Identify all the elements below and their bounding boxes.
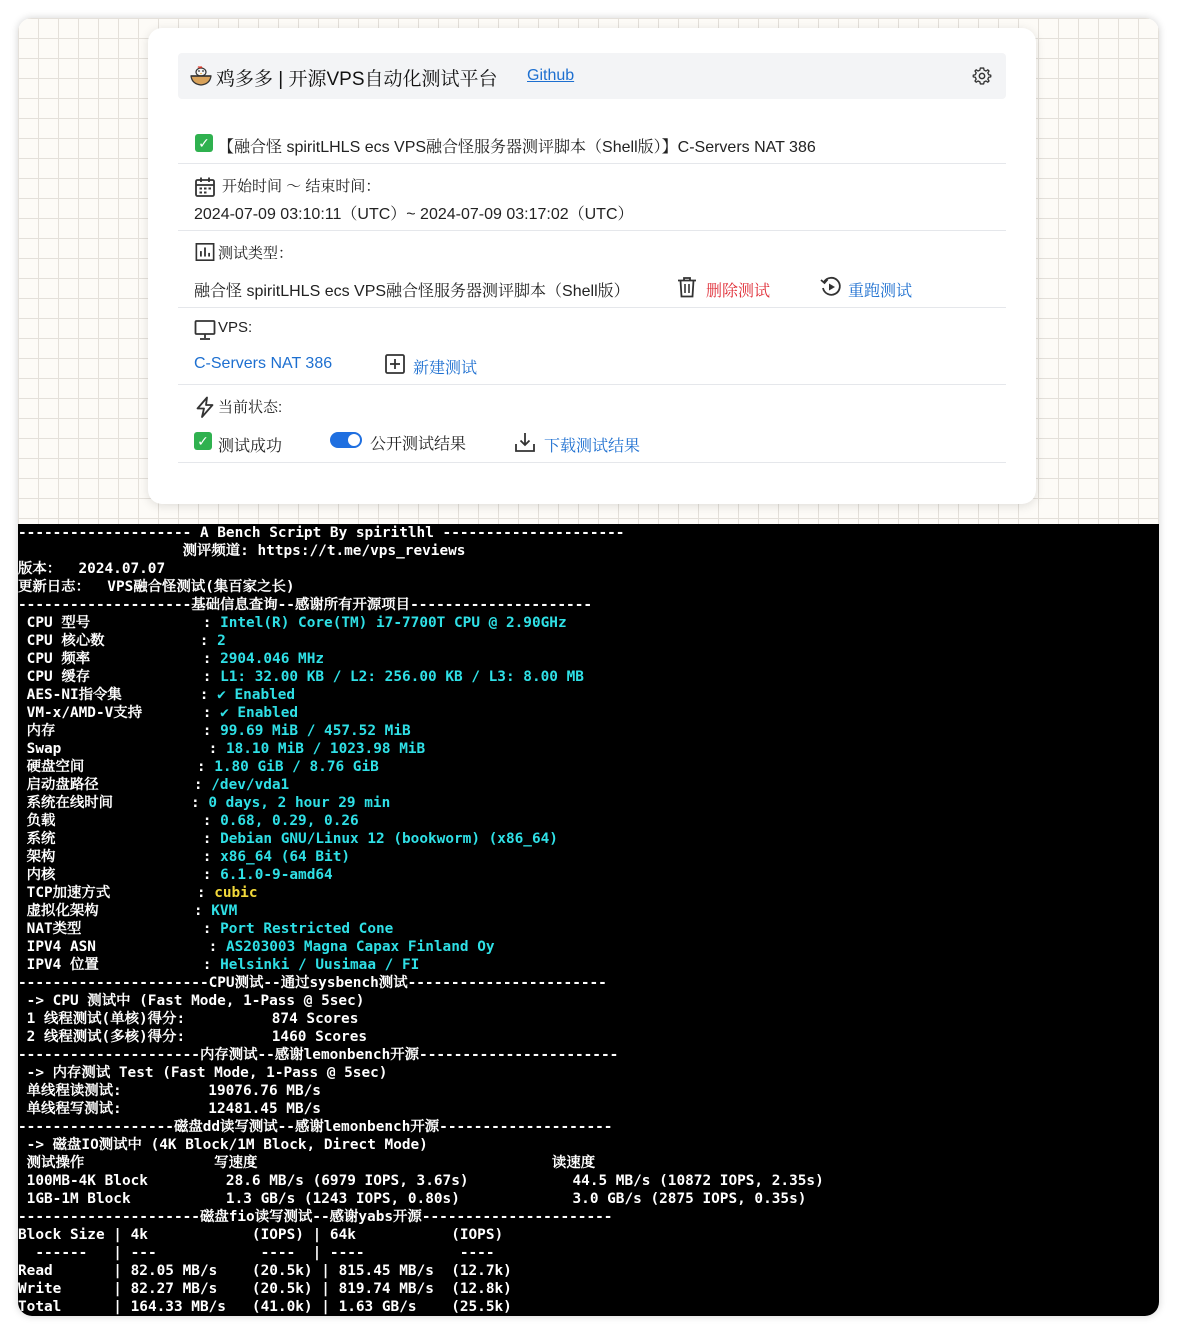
terminal-line	[18, 1046, 618, 1064]
terminal-line-value: Port Restricted Cone	[220, 921, 394, 937]
terminal-line-label: 测评频道: https://t.me/vps_reviews	[18, 543, 466, 559]
lightning-icon	[194, 395, 216, 419]
terminal-line-label: ---------------------内存测试--感谢lemonbench开源-----------------------	[18, 1047, 619, 1063]
terminal-line-value: 6.1.0-9-amd64	[220, 867, 333, 883]
terminal-line	[18, 920, 393, 938]
terminal-line-label: ---------------------磁盘fio读写测试--感谢yabs开源----------------------	[18, 1209, 613, 1225]
terminal-line-label: 版本： 2024.07.07	[18, 561, 166, 577]
terminal-line	[18, 866, 333, 884]
vps-label: VPS:	[218, 319, 253, 336]
terminal-line-value: 2904.046 MHz	[220, 651, 325, 667]
terminal-line-value: Intel(R) Core(TM) i7-7700T CPU @ 2.90GHz	[220, 615, 567, 631]
vps-row	[178, 307, 1006, 385]
terminal-line	[18, 578, 295, 596]
chicken-bowl-logo-icon	[190, 66, 212, 86]
grid-background	[18, 18, 1159, 524]
terminal-line-label: Read | 82.05 MB/s (20.5k) | 815.45 MB/s (12.7k)	[18, 1263, 512, 1279]
terminal-line	[18, 560, 165, 578]
terminal-line	[18, 1100, 321, 1118]
success-check-icon: ✓	[195, 134, 213, 152]
terminal-line-label: 单线程写测试: 12481.45 MB/s	[18, 1101, 321, 1117]
rerun-icon[interactable]	[820, 276, 842, 298]
terminal-line-label: 1GB-1M Block 1.3 GB/s (1243 IOPS, 0.80s) 3.0 GB/s (2875 IOPS, 0.35s)	[18, 1191, 807, 1207]
terminal-line	[18, 848, 350, 866]
terminal-line	[18, 776, 289, 794]
terminal-line-label: Swap :	[18, 741, 226, 757]
terminal-line-label: 1 线程测试(单核)得分: 874 Scores	[18, 1011, 359, 1027]
terminal-line	[18, 1136, 428, 1154]
terminal-line-label: -> CPU 测试中 (Fast Mode, 1-Pass @ 5sec)	[18, 993, 365, 1009]
rerun-test-button[interactable]: 重跑测试	[848, 283, 913, 300]
monitor-icon	[194, 319, 216, 341]
bar-chart-icon	[194, 242, 216, 262]
terminal-line	[18, 812, 359, 830]
terminal-line-label: ------------------磁盘dd读写测试--感谢lemonbench开源--------------------	[18, 1119, 613, 1135]
terminal-line-label: -> 磁盘IO测试中 (4K Block/1M Block, Direct Mode)	[18, 1137, 428, 1153]
terminal-line	[18, 1064, 387, 1082]
terminal-line-label: --------------------基础信息查询--感谢所有开源项目---------------------	[18, 597, 593, 613]
download-results-button[interactable]: 下载测试结果	[544, 438, 641, 455]
terminal-line	[18, 1082, 321, 1100]
terminal-line	[18, 830, 558, 848]
terminal-line	[18, 1154, 595, 1172]
terminal-line-label: TCP加速方式 :	[18, 885, 215, 901]
terminal-line-label: -------------------- A Bench Script By spiritlhl ---------------------	[18, 525, 625, 541]
terminal-line-label: AES-NI指令集 :	[18, 687, 218, 703]
status-label: 当前状态:	[218, 399, 283, 416]
terminal-line-value: ✔ Enabled	[220, 705, 299, 721]
plus-square-icon[interactable]	[384, 353, 406, 375]
terminal-line	[18, 1226, 503, 1244]
terminal-line-label: IPV4 位置 :	[18, 957, 221, 973]
terminal-line	[18, 686, 295, 704]
terminal-line	[18, 1208, 612, 1226]
terminal-line-value: 2	[217, 633, 226, 649]
terminal-line-label: Write | 82.27 MB/s (20.5k) | 819.74 MB/s (12.8k)	[18, 1281, 512, 1297]
terminal-line-label: NAT类型 :	[18, 921, 221, 937]
terminal-line	[18, 1298, 512, 1316]
terminal-line	[18, 668, 584, 686]
terminal-line	[18, 1010, 358, 1028]
terminal-line	[18, 884, 258, 902]
terminal-line-value: x86_64 (64 Bit)	[220, 849, 351, 865]
app-title: 鸡多多 | 开源VPS自动化测试平台	[216, 69, 498, 90]
status-row	[178, 384, 1006, 463]
terminal-line-label: CPU 缓存 :	[18, 669, 221, 685]
delete-test-button[interactable]: 删除测试	[706, 283, 771, 300]
terminal-line-value: KVM	[211, 903, 238, 919]
terminal-output	[18, 524, 1159, 1316]
terminal-line	[18, 938, 495, 956]
terminal-line-label: CPU 型号 :	[18, 615, 221, 631]
terminal-line	[18, 902, 237, 920]
success-check-icon: ✓	[194, 432, 212, 450]
terminal-line-value: 1.80 GiB / 8.76 GiB	[214, 759, 379, 775]
terminal-line	[18, 1190, 806, 1208]
terminal-line-label: 内核 :	[18, 867, 221, 883]
terminal-line-label: ------ | --- ---- | ---- ----	[18, 1245, 495, 1261]
public-toggle-label: 公开测试结果	[370, 436, 467, 453]
terminal-line	[18, 758, 379, 776]
github-link[interactable]: Github	[527, 67, 575, 84]
terminal-line-label: 硬盘空间 :	[18, 759, 215, 775]
time-label: 开始时间 ～ 结束时间：	[222, 178, 381, 195]
terminal-line-label: 系统在线时间 :	[18, 795, 209, 811]
terminal-line	[18, 704, 298, 722]
terminal-line-label: CPU 频率 :	[18, 651, 221, 667]
terminal-line-value: ✔ Enabled	[217, 687, 296, 703]
terminal-line-label: 负载 :	[18, 813, 221, 829]
terminal-line-label: Total | 164.33 MB/s (41.0k) | 1.63 GB/s (25.5k)	[18, 1299, 512, 1315]
terminal-line-value: AS203003 Magna Capax Finland Oy	[225, 939, 495, 955]
terminal-line-label: 虚拟化架构 :	[18, 903, 212, 919]
test-type-row	[178, 230, 1006, 308]
terminal-line	[18, 1118, 612, 1136]
terminal-line-label: CPU 核心数 :	[18, 633, 218, 649]
terminal-line	[18, 1280, 512, 1298]
test-title-row	[178, 126, 1006, 164]
terminal-line	[18, 614, 567, 632]
status-value: 测试成功	[218, 438, 283, 455]
terminal-line	[18, 974, 607, 992]
terminal-line	[18, 992, 364, 1010]
terminal-line-value: /dev/vda1	[211, 777, 290, 793]
gear-icon[interactable]	[972, 66, 992, 86]
terminal-line-label: VM-x/AMD-V支持 :	[18, 705, 221, 721]
terminal-line-value: 0 days, 2 hour 29 min	[208, 795, 391, 811]
terminal-line-value: Helsinki / Uusimaa / FI	[220, 957, 420, 973]
terminal-line-label: ----------------------CPU测试--通过sysbench测试-----------------------	[18, 975, 607, 991]
terminal-line	[18, 1172, 824, 1190]
terminal-line-value: L1: 32.00 KB / L2: 256.00 KB / L3: 8.00 MB	[220, 669, 584, 685]
terminal-line-label: 架构 :	[18, 849, 221, 865]
public-toggle[interactable]	[330, 432, 362, 448]
test-title: 【融合怪 spiritLHLS ecs VPS融合怪服务器测评脚本（Shell版）】C-Servers NAT 386	[218, 139, 816, 156]
terminal-line-label: 2 线程测试(多核)得分: 1460 Scores	[18, 1029, 368, 1045]
terminal-line-label: 单线程读测试: 19076.76 MB/s	[18, 1083, 321, 1099]
test-type-value: 融合怪 spiritLHLS ecs VPS融合怪服务器测评脚本（Shell版）	[194, 283, 630, 300]
terminal-line	[18, 794, 390, 812]
terminal-line	[18, 596, 592, 614]
download-icon[interactable]	[514, 431, 536, 453]
terminal-line-value: 99.69 MiB / 457.52 MiB	[220, 723, 411, 739]
test-type-label: 测试类型：	[218, 245, 294, 262]
test-detail-card	[148, 28, 1036, 504]
terminal-line	[18, 1028, 367, 1046]
terminal-line	[18, 956, 419, 974]
terminal-line-label: 启动盘路径 :	[18, 777, 212, 793]
terminal-line-label: Block Size | 4k (IOPS) | 64k (IOPS)	[18, 1227, 504, 1243]
terminal-line-label: 更新日志： VPS融合怪测试(集百家之长)	[18, 579, 295, 595]
terminal-line-label: 100MB-4K Block 28.6 MB/s (6979 IOPS, 3.67s) 44.5 MB/s (10872 IOPS, 2.35s)	[18, 1173, 824, 1189]
terminal-line-value: 18.10 MiB / 1023.98 MiB	[225, 741, 426, 757]
terminal-line-value: 0.68, 0.29, 0.26	[220, 813, 359, 829]
new-test-button[interactable]: 新建测试	[413, 360, 478, 377]
terminal-line	[18, 632, 226, 650]
terminal-line-label: 内存 :	[18, 723, 221, 739]
terminal-line-label: 系统 :	[18, 831, 221, 847]
terminal-line-label: 测试操作 写速度 读速度	[18, 1155, 596, 1171]
terminal-line	[18, 542, 465, 560]
vps-link[interactable]: C-Servers NAT 386	[194, 355, 333, 372]
screenshot-frame	[18, 18, 1159, 1316]
terminal-line	[18, 1262, 512, 1280]
terminal-line	[18, 1244, 495, 1262]
time-row	[178, 163, 1006, 231]
trash-icon[interactable]	[676, 276, 698, 298]
terminal-line-label: IPV4 ASN :	[18, 939, 226, 955]
terminal-line-label: -> 内存测试 Test (Fast Mode, 1-Pass @ 5sec)	[18, 1065, 388, 1081]
terminal-line-value: cubic	[214, 885, 258, 901]
terminal-line	[18, 650, 324, 668]
terminal-line-value: Debian GNU/Linux 12 (bookworm) (x86_64)	[220, 831, 558, 847]
calendar-icon	[194, 176, 216, 198]
card-header	[178, 53, 1006, 99]
terminal-line	[18, 524, 624, 542]
terminal-line	[18, 740, 425, 758]
terminal-line	[18, 722, 411, 740]
time-value: 2024-07-09 03:10:11（UTC）~ 2024-07-09 03:17:02（UTC）	[194, 206, 634, 223]
